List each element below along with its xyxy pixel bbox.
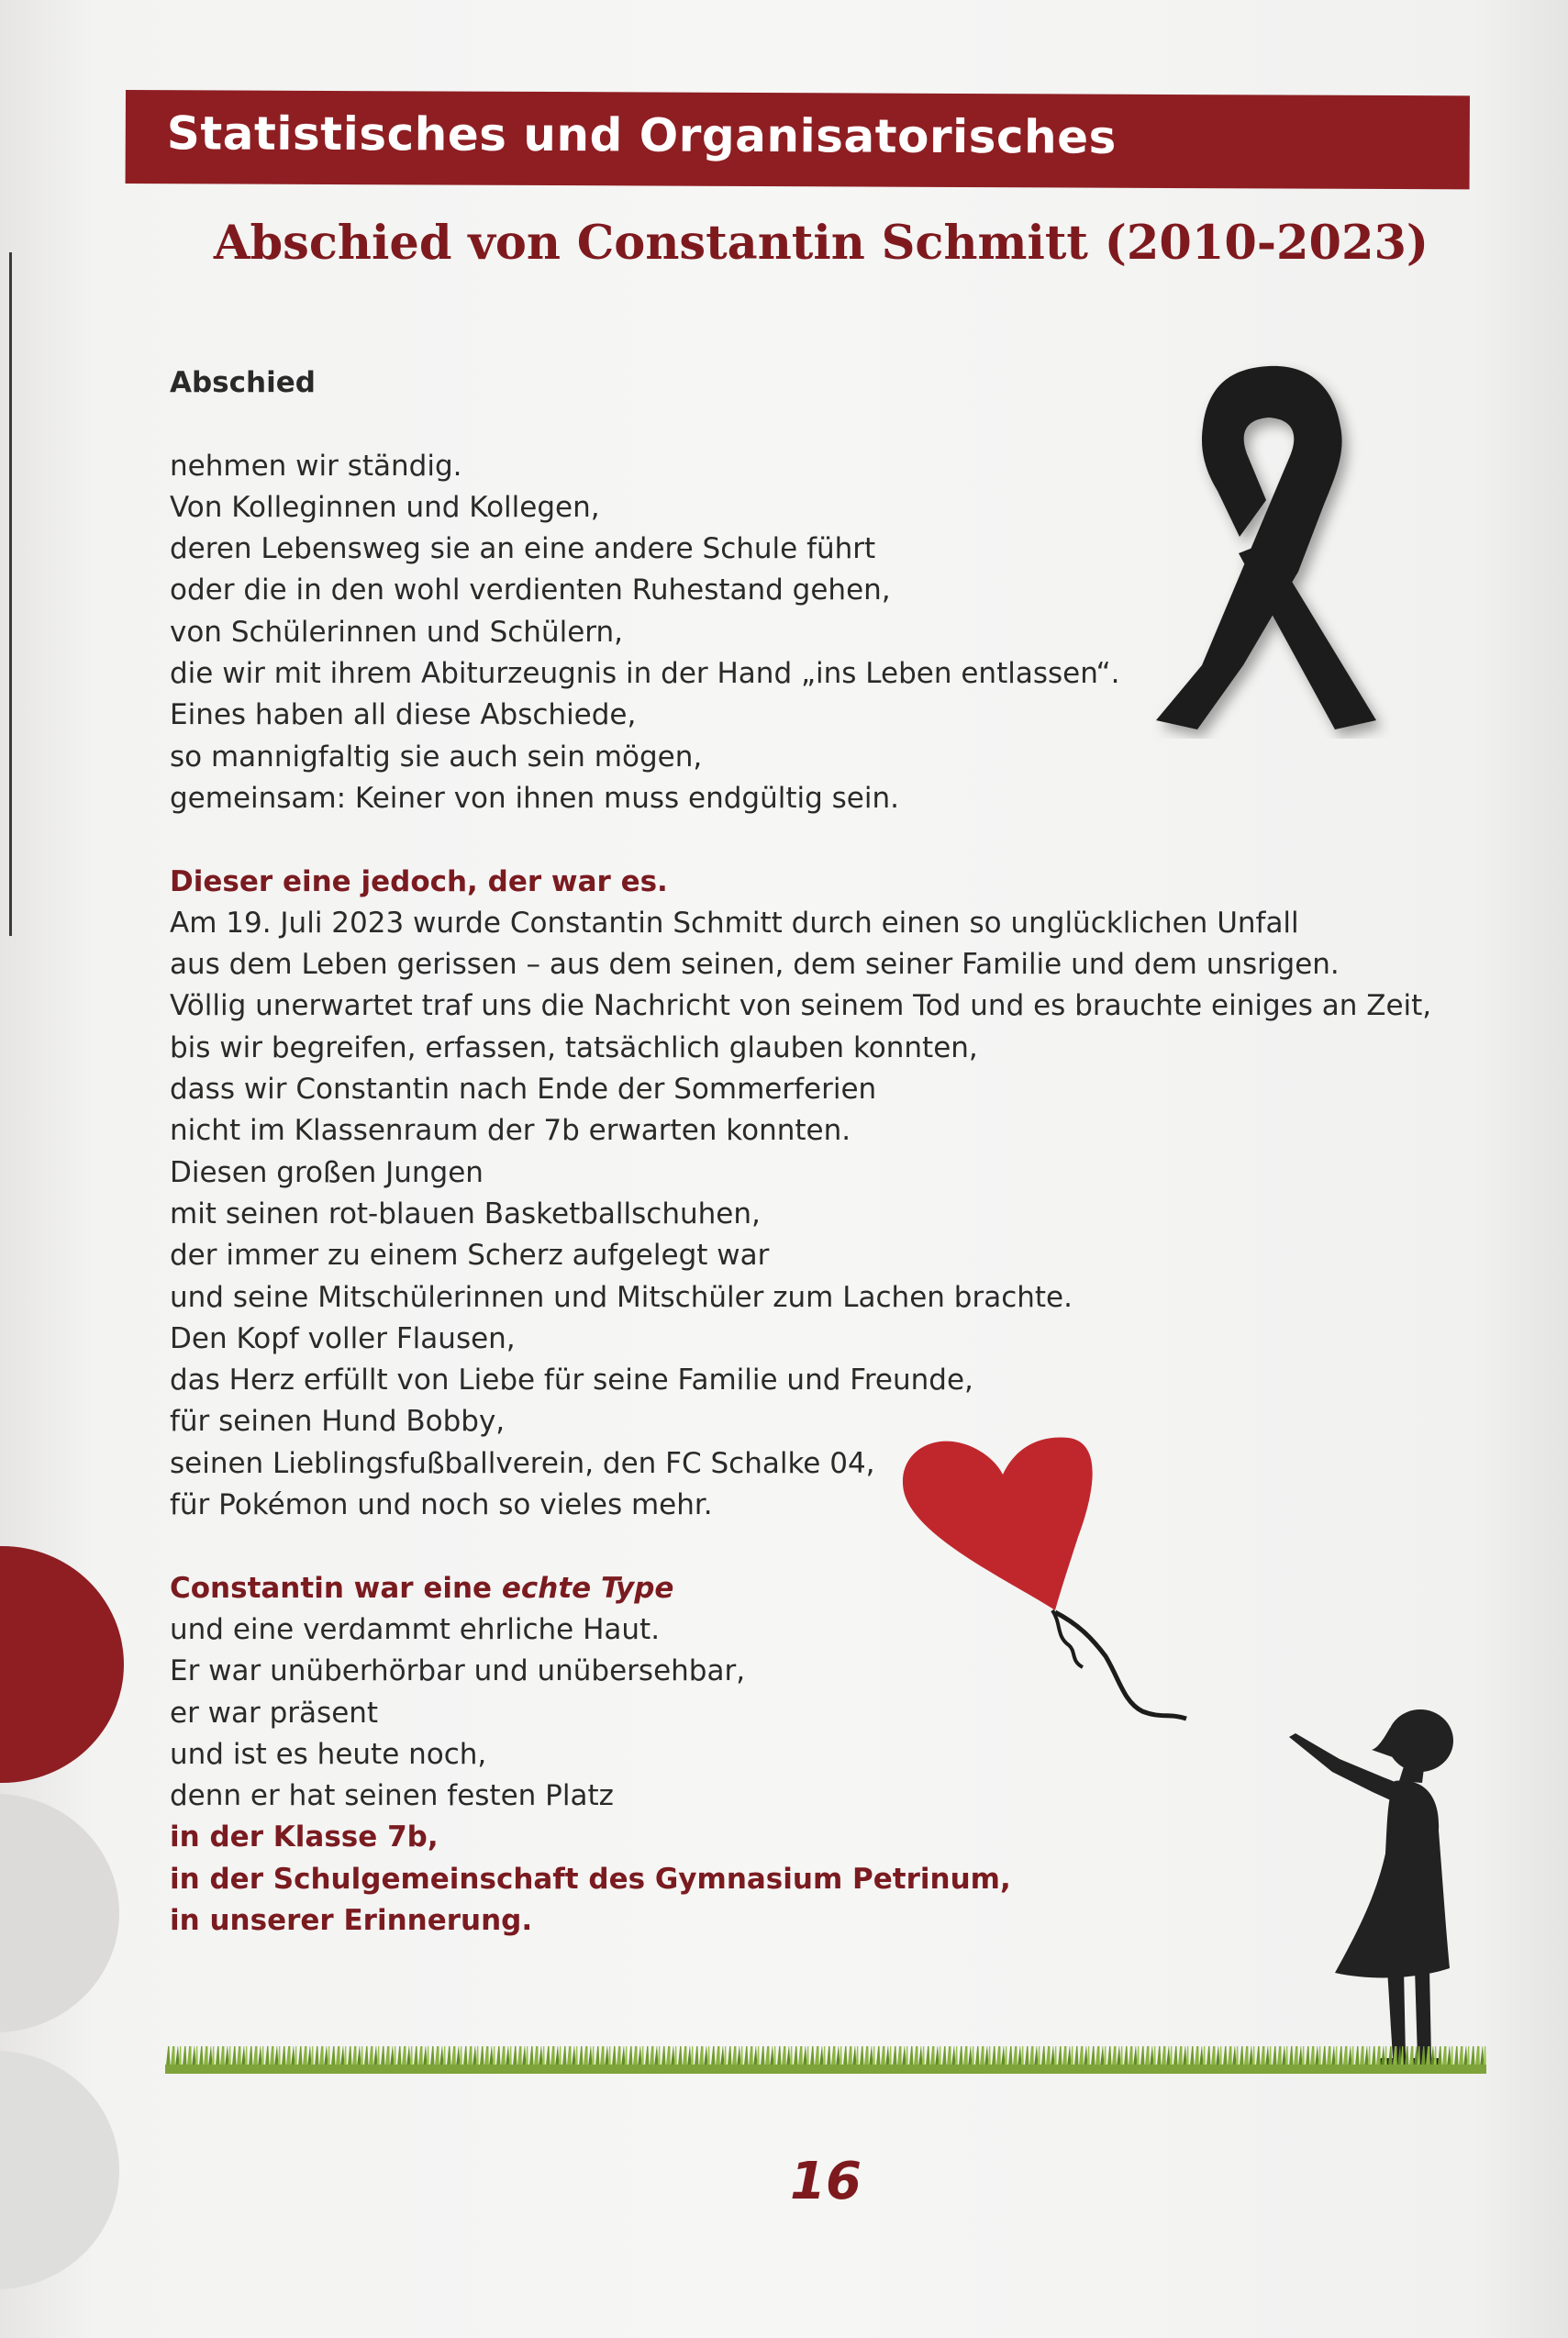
binding-line (9, 252, 12, 936)
poem-line: das Herz erfüllt von Liebe für seine Familie und Freunde, (170, 1364, 973, 1397)
poem-line: für Pokémon und noch so vieles mehr. (170, 1488, 713, 1522)
poem-line: und ist es heute noch, (170, 1737, 487, 1771)
poem-line: denn er hat seinen festen Platz (170, 1779, 614, 1813)
poem-line: gemeinsam: Keiner von ihnen muss endgültig sein. (170, 781, 899, 815)
poem-line: und seine Mitschülerinnen und Mitschüler zum Lachen brachte. (170, 1280, 1073, 1314)
poem-line: dass wir Constantin nach Ende der Sommerferien (170, 1073, 877, 1107)
poem-line: von Schülerinnen und Schülern, (170, 615, 623, 649)
poem-line: mit seinen rot-blauen Basketballschuhen, (170, 1197, 761, 1230)
poem-line: Diesen großen Jungen (170, 1155, 484, 1189)
poem-line: Am 19. Juli 2023 wurde Constantin Schmitt durch einen so unglücklichen Unfall (170, 906, 1299, 940)
poem-line: er war präsent (170, 1696, 379, 1730)
stanza-heading-start: Constantin war eine (170, 1571, 502, 1605)
poem-line: und eine verdammt ehrliche Haut. (170, 1612, 661, 1646)
stanza-heading-emphasis: echte Type (501, 1571, 674, 1605)
page-title: Abschied von Constantin Schmitt (2010-2023) (213, 216, 1429, 271)
poem-line: der immer zu einem Scherz aufgelegt war (170, 1239, 770, 1273)
poem-line: nehmen wir ständig. (170, 449, 462, 483)
side-decoration-red-circle (0, 1546, 124, 1783)
heart-balloon-icon (895, 1427, 1248, 1739)
closing-line: in der Schulgemeinschaft des Gymnasium Petrinum, (170, 1862, 1011, 1896)
closing-line: in der Klasse 7b, (170, 1820, 439, 1854)
poem-line: nicht im Klassenraum der 7b erwarten konnten. (170, 1114, 851, 1148)
poem (170, 362, 1454, 1942)
closing-line: in unserer Erinnerung. (170, 1903, 533, 1937)
poem-line: Er war unüberhörbar und unübersehbar, (170, 1654, 746, 1688)
stanza-heading (170, 1568, 1454, 1609)
poem-line: für seinen Hund Bobby, (170, 1405, 506, 1439)
page-number: 16 (790, 2152, 862, 2211)
grass-strip (165, 2019, 1486, 2074)
poem-line: so mannigfaltig sie auch sein mögen, (170, 740, 703, 774)
poem-line: die wir mit ihrem Abiturzeugnis in der Hand „ins Leben entlassen“. (170, 657, 1120, 691)
poem-line: aus dem Leben gerissen – aus dem seinen, dem seiner Familie und dem unsrigen. (170, 948, 1340, 982)
poem-opening-word: Abschied (170, 366, 316, 399)
poem-line: Von Kolleginnen und Kollegen, (170, 490, 600, 524)
poem-line: Völlig unerwartet traf uns die Nachricht von seinem Tod und es brauchte einiges an Zeit, (170, 989, 1432, 1023)
poem-line: bis wir begreifen, erfassen, tatsächlich glauben konnten, (170, 1030, 978, 1064)
poem-line: oder die in den wohl verdienten Ruhestand gehen, (170, 573, 891, 607)
poem-line: deren Lebensweg sie an eine andere Schule führt (170, 532, 876, 566)
stanza-heading: Dieser eine jedoch, der war es. (170, 864, 668, 898)
poem-line: Den Kopf voller Flausen, (170, 1321, 516, 1355)
poem-line: Eines haben all diese Abschiede, (170, 698, 637, 732)
section-header-bar (126, 90, 1470, 189)
section-title: Statistisches und Organisatorisches (166, 106, 1118, 164)
side-decoration-gray-circle (0, 1794, 119, 2032)
poem-line: seinen Lieblingsfußballverein, den FC Schalke 04, (170, 1446, 875, 1480)
